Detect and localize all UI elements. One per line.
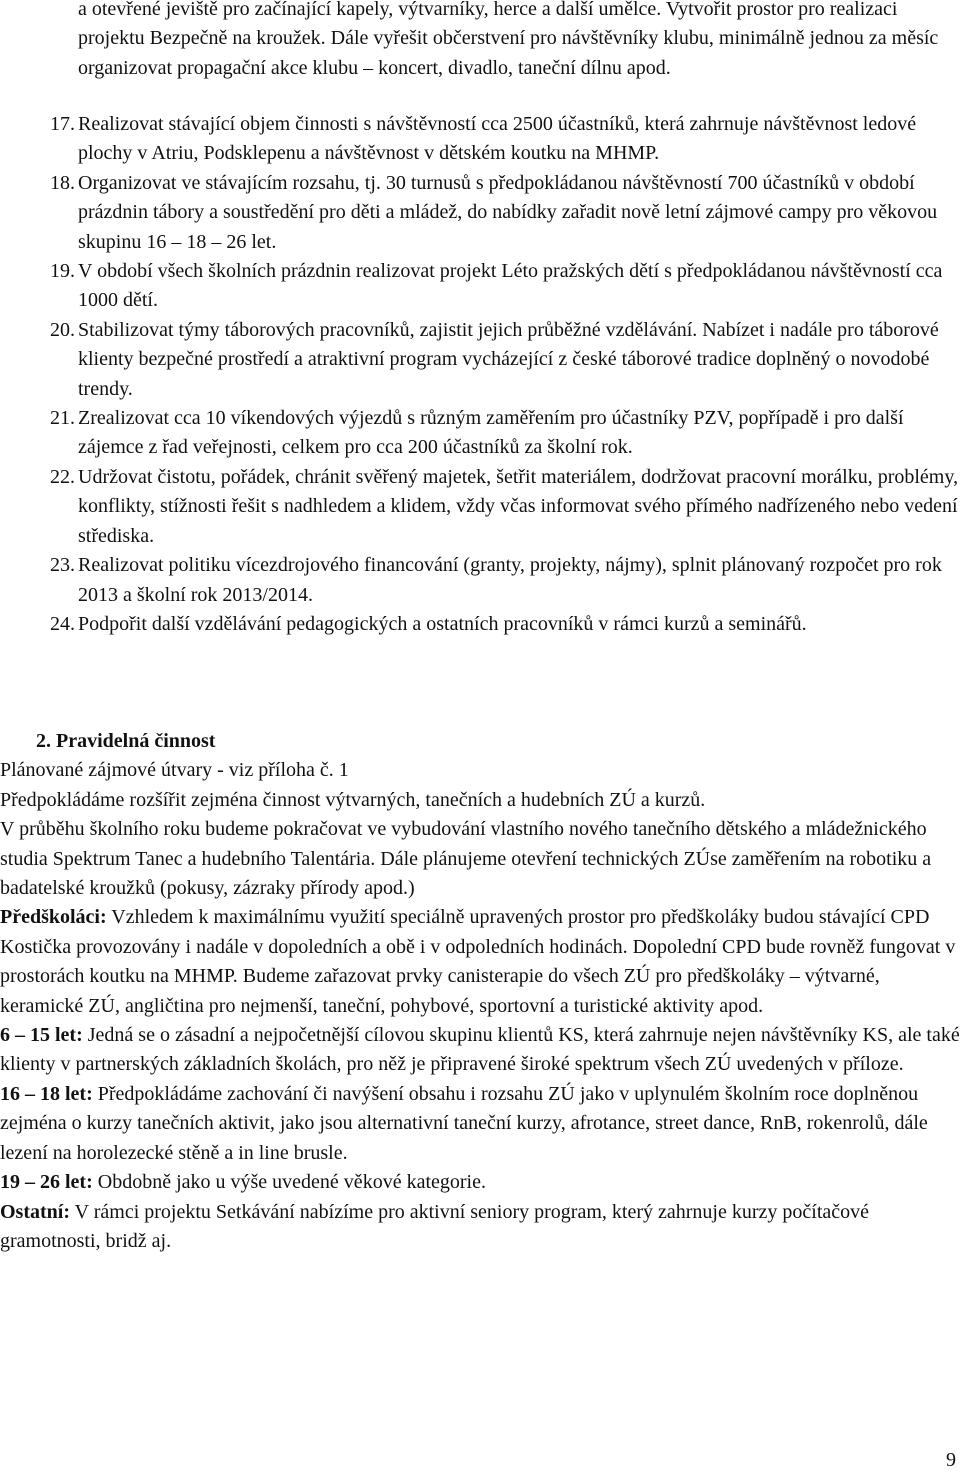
goals-list <box>0 110 960 639</box>
page-number: 9 <box>946 1449 956 1471</box>
list-item <box>0 610 960 639</box>
list-item <box>0 404 960 463</box>
list-item-number: 24. <box>50 612 75 635</box>
age-19-26-paragraph <box>0 1168 960 1197</box>
expansion-paragraph: Předpokládáme rozšířit zejména činnost výtvarných, tanečních a hudebních ZÚ a kurzů. <box>0 788 706 811</box>
age-6-15-paragraph <box>0 1021 960 1080</box>
regular-activity-section <box>0 727 960 1256</box>
list-item-number: 19. <box>50 260 75 283</box>
preschool-paragraph <box>0 903 960 1021</box>
preschool-label: Předškoláci: <box>0 906 107 929</box>
list-item <box>0 110 960 169</box>
age-6-15-text: Jedná se o zásadní a nejpočetnější cílovou skupinu klientů KS, která zahrnuje nejen návštěvníky KS, ale také klienty v partnerských základních školách, pro něž je připravené široké spektrum všech ZÚ uvedených v příloze. <box>0 1024 960 1076</box>
list-item-number: 23. <box>50 554 75 577</box>
list-item-number: 21. <box>50 407 75 430</box>
other-paragraph <box>0 1198 960 1257</box>
age-19-26-text: Obdobně jako u výše uvedené věkové kategorie. <box>92 1171 486 1194</box>
preschool-text: Vzhledem k maximálnímu využití speciálně upravených prostor pro předškoláky budou stávající CPD Kostička provozovány i nadále v dopoledních a obě i v odpoledních hodinách. Dopolední CPD bude rovněž fungovat v prostorách koutku na MHMP. Budeme zařazovat prvky canisterapie do všech ZÚ pro předškoláky – výtvarné, keramické ZÚ, angličtina pro nejmenší, taneční, pohybové, sportovní a turistické aktivity apod. <box>0 906 956 1017</box>
age-16-18-paragraph <box>0 1080 960 1168</box>
section-heading: 2. Pravidelná činnost <box>36 730 216 752</box>
age-19-26-label: 19 – 26 let: <box>0 1171 93 1194</box>
list-item-number: 20. <box>50 318 75 341</box>
list-item-number: 22. <box>50 465 75 488</box>
age-6-15-label: 6 – 15 let: <box>0 1024 83 1047</box>
list-item-number: 17. <box>50 113 75 135</box>
list-item-text: V období všech školních prázdnin realizovat projekt Léto pražských dětí s předpokládanou návštěvností cca 1000 dětí. <box>78 260 943 312</box>
list-item-text: Realizovat politiku vícezdrojového financování (granty, projekty, nájmy), splnit plánovaný rozpočet pro rok 2013 a školní rok 2013/2014. <box>78 554 942 606</box>
studio-paragraph: V průběhu školního roku budeme pokračovat ve vybudování vlastního nového tanečního dětského a mládežnického studia Spektrum Tanec a hudebního Talentária. Dále plánujeme otevření technických ZÚse zaměřením na robotiku a badatelské kroužků (pokusy, zázraky přírody apod.) <box>0 818 932 900</box>
other-label: Ostatní: <box>0 1200 70 1223</box>
list-item <box>0 551 960 610</box>
list-item <box>0 169 960 257</box>
planned-units-paragraph: Plánované zájmové útvary - viz příloha č. 1 <box>0 759 349 782</box>
list-item-text: Podpořit další vzdělávání pedagogických a ostatních pracovníků v rámci kurzů a seminářů. <box>78 612 807 635</box>
list-item-text: Realizovat stávající objem činnosti s návštěvností cca 2500 účastníků, která zahrnuje návštěvnost ledové plochy v Atriu, Podsklepenu a návštěvnost v dětském koutku na MHMP. <box>78 113 917 165</box>
list-item-text: Zrealizovat cca 10 víkendových výjezdů s různým zaměřením pro účastníky PZV, popřípadě i pro další zájemce z řad veřejnosti, celkem pro cca 200 účastníků za školní rok. <box>78 407 904 459</box>
age-16-18-text: Předpokládáme zachování či navýšení obsahu i rozsahu ZÚ jako v uplynulém školním roce doplněnou zejména o kurzy tanečních aktivit, jako jsou alternativní taneční kurzy, afrotance, street dance, RnB, rokenrolů, dále lezení na horolezecké stěně a in line brusle. <box>0 1082 928 1164</box>
list-item-text: Stabilizovat týmy táborových pracovníků, zajistit jejich průběžné vzdělávání. Nabízet i nadále pro táborové klienty bezpečné prostředí a atraktivní program vycházející z české táborové tradice doplněný o novodobé trendy. <box>78 318 939 400</box>
list-item-number: 18. <box>50 171 75 194</box>
list-item <box>0 316 960 404</box>
other-text: V rámci projektu Setkávání nabízíme pro aktivní seniory program, který zahrnuje kurzy počítačové gramotnosti, bridž aj. <box>0 1200 870 1252</box>
intro-continuation: a otevřené jeviště pro začínající kapely, výtvarníky, herce a další umělce. Vytvořit prostor pro realizaci projektu Bezpečně na kroužek. Dále vyřešit občerstvení pro návštěvníky klubu, minimálně jednou za měsíc organizovat propagační akce klubu – koncert, divadlo, taneční dílnu apod. <box>78 0 939 79</box>
list-item-text: Organizovat ve stávajícím rozsahu, tj. 30 turnusů s předpokládanou návštěvností 700 účastníků v období prázdnin tábory a soustředění pro děti a mládež, do nabídky zařadit nově letní zájmové campy pro věkovou skupinu 16 – 18 – 26 let. <box>78 171 938 253</box>
list-item <box>0 257 960 316</box>
age-16-18-label: 16 – 18 let: <box>0 1082 93 1105</box>
list-item-text: Udržovat čistotu, pořádek, chránit svěřený majetek, šetřit materiálem, dodržovat pracovní morálku, problémy, konflikty, stížnosti řešit s nadhledem a klidem, vždy včas informovat svého přímého nadřízeného nebo vedení střediska. <box>78 465 959 547</box>
list-item <box>0 463 960 551</box>
